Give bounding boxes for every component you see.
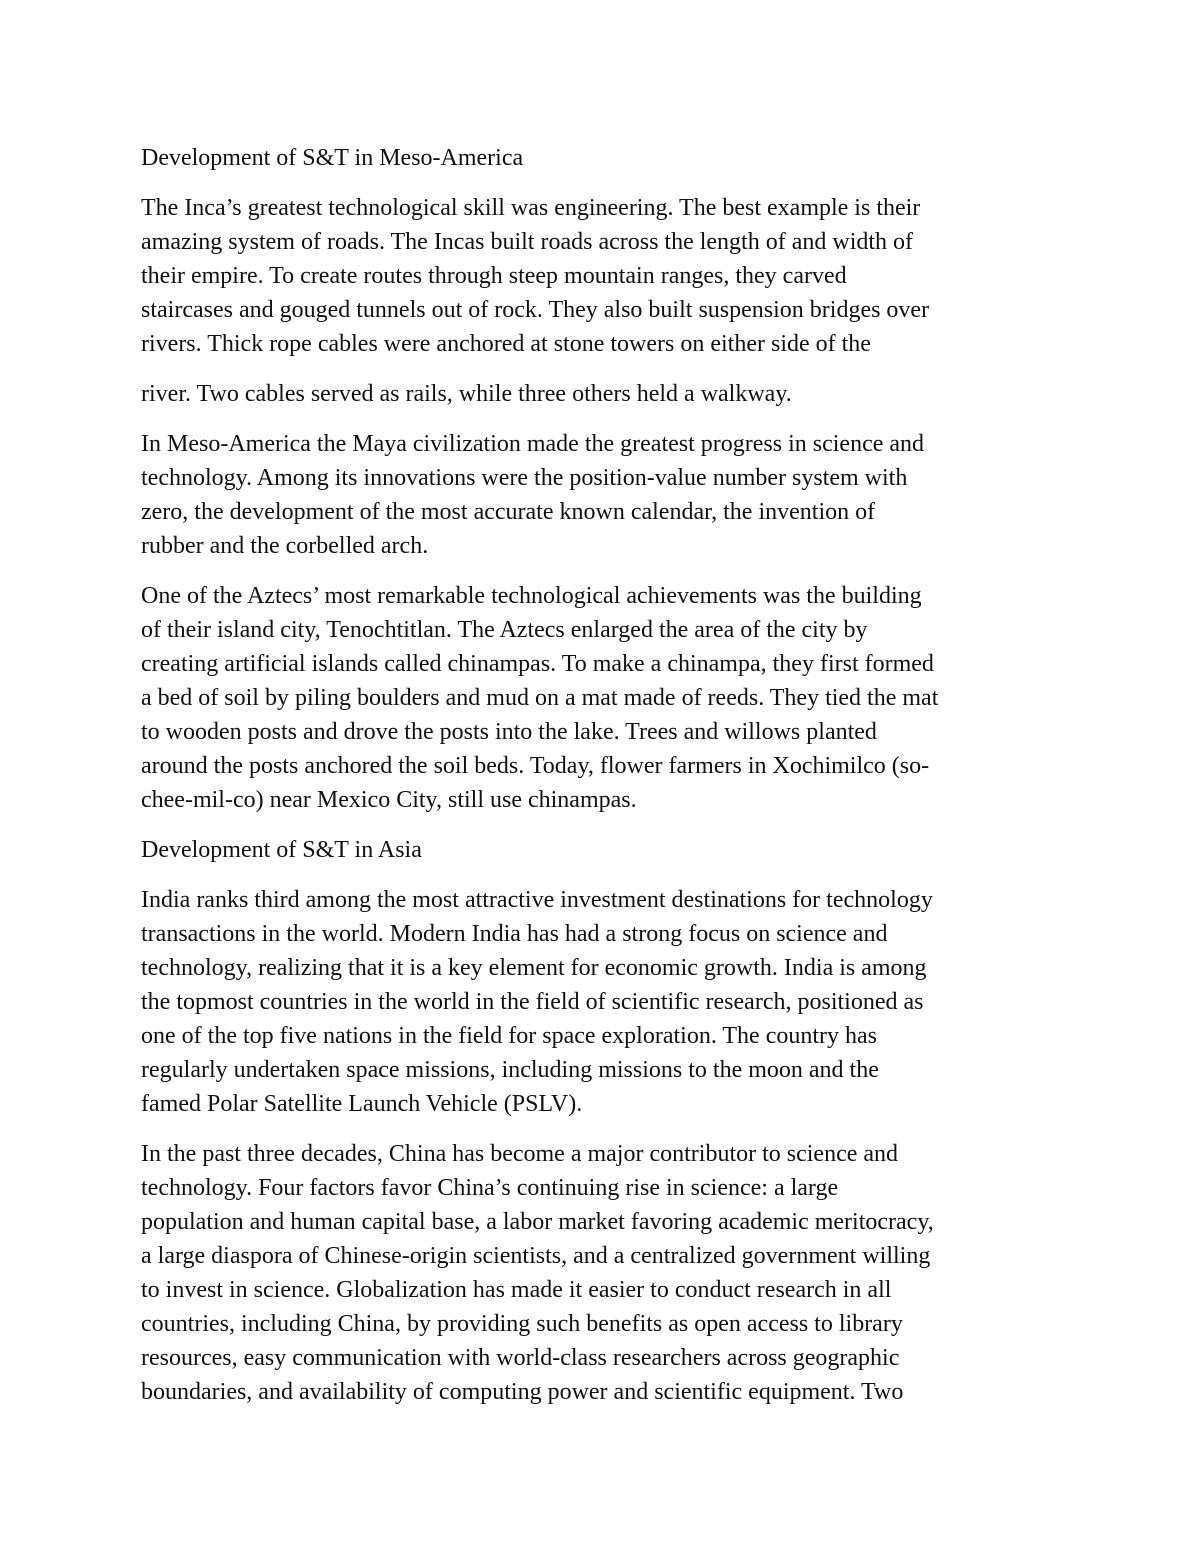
- paragraph-line: famed Polar Satellite Launch Vehicle (PSLV).: [141, 1091, 583, 1117]
- paragraph-line: river. Two cables served as rails, while three others held a walkway.: [141, 381, 792, 407]
- paragraph-line: population and human capital base, a labor market favoring academic meritocracy,: [141, 1209, 934, 1235]
- section-heading-asia: [141, 833, 1081, 867]
- paragraph-line: a large diaspora of Chinese-origin scientists, and a centralized government willing: [141, 1243, 931, 1269]
- paragraph-line: their empire. To create routes through steep mountain ranges, they carved: [141, 263, 847, 289]
- paragraph-line: the topmost countries in the world in the field of scientific research, positioned as: [141, 989, 924, 1015]
- section-heading-meso-america: [141, 141, 1081, 175]
- paragraph-line: regularly undertaken space missions, including missions to the moon and the: [141, 1057, 879, 1083]
- paragraph-line: resources, easy communication with world-class researchers across geographic: [141, 1345, 900, 1371]
- paragraph-line: transactions in the world. Modern India has had a strong focus on science and: [141, 921, 888, 947]
- paragraph-line: chee-mil-co) near Mexico City, still use chinampas.: [141, 787, 637, 813]
- heading-line: Development of S&T in Meso-America: [141, 145, 524, 171]
- paragraph-inca-bridges-continued: [141, 377, 1081, 411]
- paragraph-india-technology: [141, 883, 1081, 1121]
- paragraph-line: countries, including China, by providing such benefits as open access to library: [141, 1311, 903, 1337]
- paragraph-line: boundaries, and availability of computing power and scientific equipment. Two: [141, 1379, 904, 1405]
- paragraph-line: India ranks third among the most attractive investment destinations for technology: [141, 887, 933, 913]
- paragraph-line: amazing system of roads. The Incas built roads across the length of and width of: [141, 229, 914, 255]
- paragraph-line: a bed of soil by piling boulders and mud on a mat made of reeds. They tied the mat: [141, 685, 939, 711]
- paragraph-maya-civilization: [141, 427, 1081, 563]
- paragraph-line: rubber and the corbelled arch.: [141, 533, 429, 559]
- heading-line: Development of S&T in Asia: [141, 837, 422, 863]
- paragraph-line: one of the top five nations in the field for space exploration. The country has: [141, 1023, 878, 1049]
- paragraph-aztec-chinampas: [141, 579, 1081, 817]
- paragraph-line: In the past three decades, China has become a major contributor to science and: [141, 1141, 899, 1167]
- paragraph-line: rivers. Thick rope cables were anchored at stone towers on either side of the: [141, 331, 871, 357]
- paragraph-line: In Meso-America the Maya civilization made the greatest progress in science and: [141, 431, 925, 457]
- paragraph-line: technology. Among its innovations were the position-value number system with: [141, 465, 908, 491]
- paragraph-line: creating artificial islands called chinampas. To make a chinampa, they first formed: [141, 651, 934, 677]
- paragraph-line: staircases and gouged tunnels out of rock. They also built suspension bridges over: [141, 297, 930, 323]
- paragraph-china-science: [141, 1137, 1081, 1409]
- paragraph-line: technology. Four factors favor China’s continuing rise in science: a large: [141, 1175, 839, 1201]
- paragraph-line: to invest in science. Globalization has made it easier to conduct research in all: [141, 1277, 892, 1303]
- paragraph-inca-engineering: [141, 191, 1081, 361]
- paragraph-line: technology, realizing that it is a key element for economic growth. India is among: [141, 955, 927, 981]
- paragraph-line: to wooden posts and drove the posts into the lake. Trees and willows planted: [141, 719, 877, 745]
- paragraph-line: around the posts anchored the soil beds. Today, flower farmers in Xochimilco (so-: [141, 753, 930, 779]
- paragraph-line: One of the Aztecs’ most remarkable technological achievements was the building: [141, 583, 922, 609]
- paragraph-line: zero, the development of the most accurate known calendar, the invention of: [141, 499, 876, 525]
- paragraph-line: The Inca’s greatest technological skill was engineering. The best example is their: [141, 195, 921, 221]
- paragraph-line: of their island city, Tenochtitlan. The Aztecs enlarged the area of the city by: [141, 617, 868, 643]
